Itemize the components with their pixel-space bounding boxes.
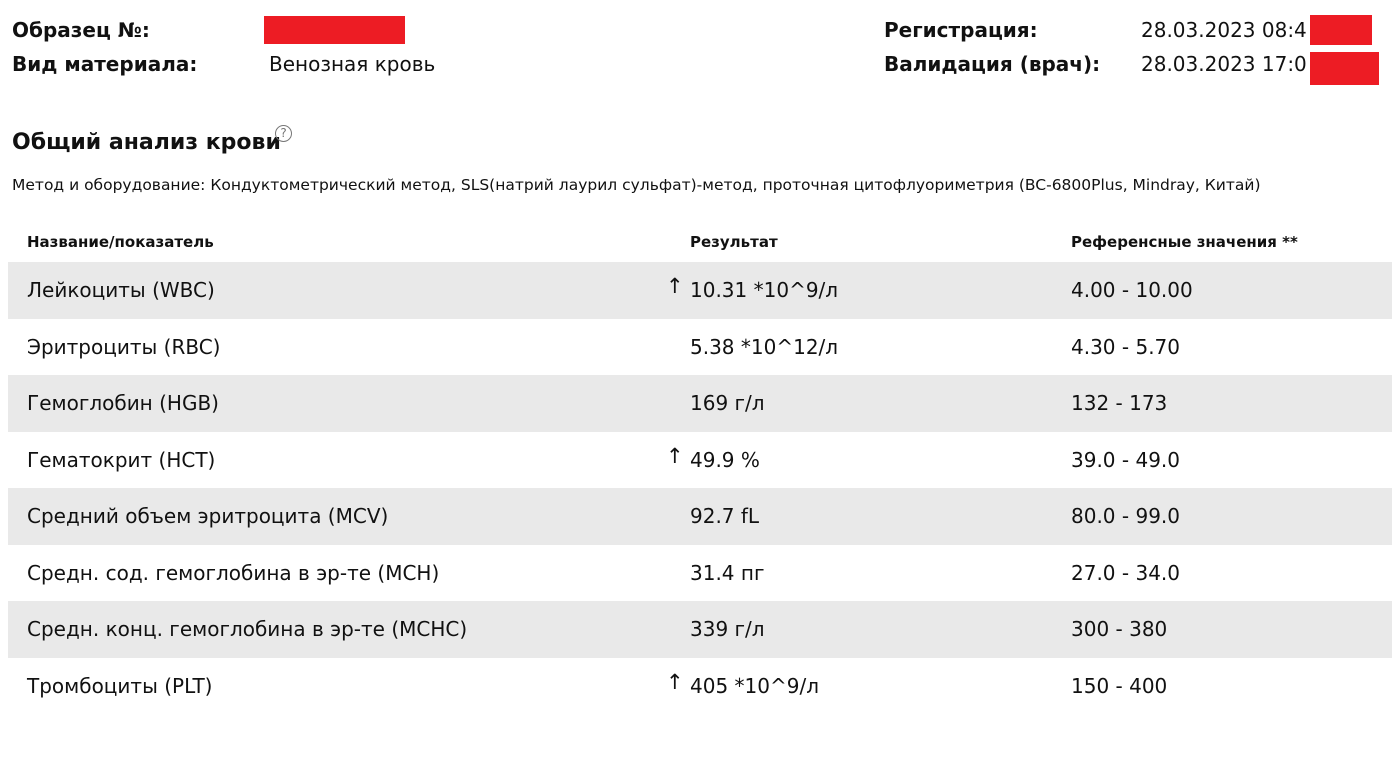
row-result: 31.4 пг xyxy=(690,560,765,585)
arrow-up-icon: ↑ xyxy=(666,669,684,694)
column-header-reference: Референсные значения ** xyxy=(1071,233,1298,251)
table-row xyxy=(8,601,1392,658)
arrow-up-icon: ↑ xyxy=(666,274,684,298)
registration-time-redaction xyxy=(1310,15,1372,45)
table-row xyxy=(8,488,1392,545)
row-reference: 27.0 - 34.0 xyxy=(1071,560,1180,585)
material-value: Венозная кровь xyxy=(269,52,436,76)
row-name: Эритроциты (RBC) xyxy=(27,334,221,359)
registration-value: 28.03.2023 08:4 xyxy=(1141,18,1307,42)
results-table xyxy=(8,262,1392,714)
table-row xyxy=(8,545,1392,602)
row-result: 49.9 % xyxy=(690,447,760,472)
row-result: 339 г/л xyxy=(690,617,765,641)
table-row xyxy=(8,432,1392,489)
row-reference: 80.0 - 99.0 xyxy=(1071,504,1180,528)
question-circle-icon[interactable]: ? xyxy=(275,125,292,142)
row-reference: 39.0 - 49.0 xyxy=(1071,447,1180,472)
material-label: Вид материала: xyxy=(12,52,198,76)
row-name: Лейкоциты (WBC) xyxy=(27,278,215,302)
method-description: Метод и оборудование: Кондуктометрический метод, SLS(натрий лаурил сульфат)-метод, проточная цитофлуориметрия (BC-6800Plus, Mindray, Китай) xyxy=(12,176,1261,194)
row-reference: 4.30 - 5.70 xyxy=(1071,334,1180,359)
registration-label: Регистрация: xyxy=(884,18,1038,42)
arrow-up-icon: ↑ xyxy=(666,443,684,468)
row-name: Тромбоциты (PLT) xyxy=(27,673,213,698)
row-name: Гематокрит (HCT) xyxy=(27,447,216,472)
row-reference: 4.00 - 10.00 xyxy=(1071,278,1193,302)
row-result: 405 *10^9/л xyxy=(690,673,819,698)
row-result: 169 г/л xyxy=(690,391,765,415)
sample-number-label: Образец №: xyxy=(12,18,150,42)
validation-value: 28.03.2023 17:0 xyxy=(1141,52,1307,76)
row-reference: 132 - 173 xyxy=(1071,391,1168,415)
column-header-result: Результат xyxy=(690,233,778,251)
table-row xyxy=(8,262,1392,319)
table-row xyxy=(8,375,1392,432)
row-result: 5.38 *10^12/л xyxy=(690,334,839,359)
section-title: Общий анализ крови xyxy=(12,130,281,155)
validation-time-redaction xyxy=(1310,52,1379,85)
row-result: 92.7 fL xyxy=(690,504,760,528)
row-reference: 300 - 380 xyxy=(1071,617,1168,641)
row-name: Средн. конц. гемоглобина в эр-те (MCHC) xyxy=(27,617,468,641)
row-name: Средний объем эритроцита (MCV) xyxy=(27,504,389,528)
row-reference: 150 - 400 xyxy=(1071,673,1168,698)
row-name: Гемоглобин (HGB) xyxy=(27,391,219,415)
column-header-name: Название/показатель xyxy=(27,233,214,251)
table-row xyxy=(8,319,1392,376)
validation-label: Валидация (врач): xyxy=(884,52,1101,76)
row-name: Средн. сод. гемоглобина в эр-те (MCH) xyxy=(27,560,440,585)
sample-number-redaction xyxy=(264,16,405,44)
table-row xyxy=(8,658,1392,715)
row-result: 10.31 *10^9/л xyxy=(690,278,839,302)
